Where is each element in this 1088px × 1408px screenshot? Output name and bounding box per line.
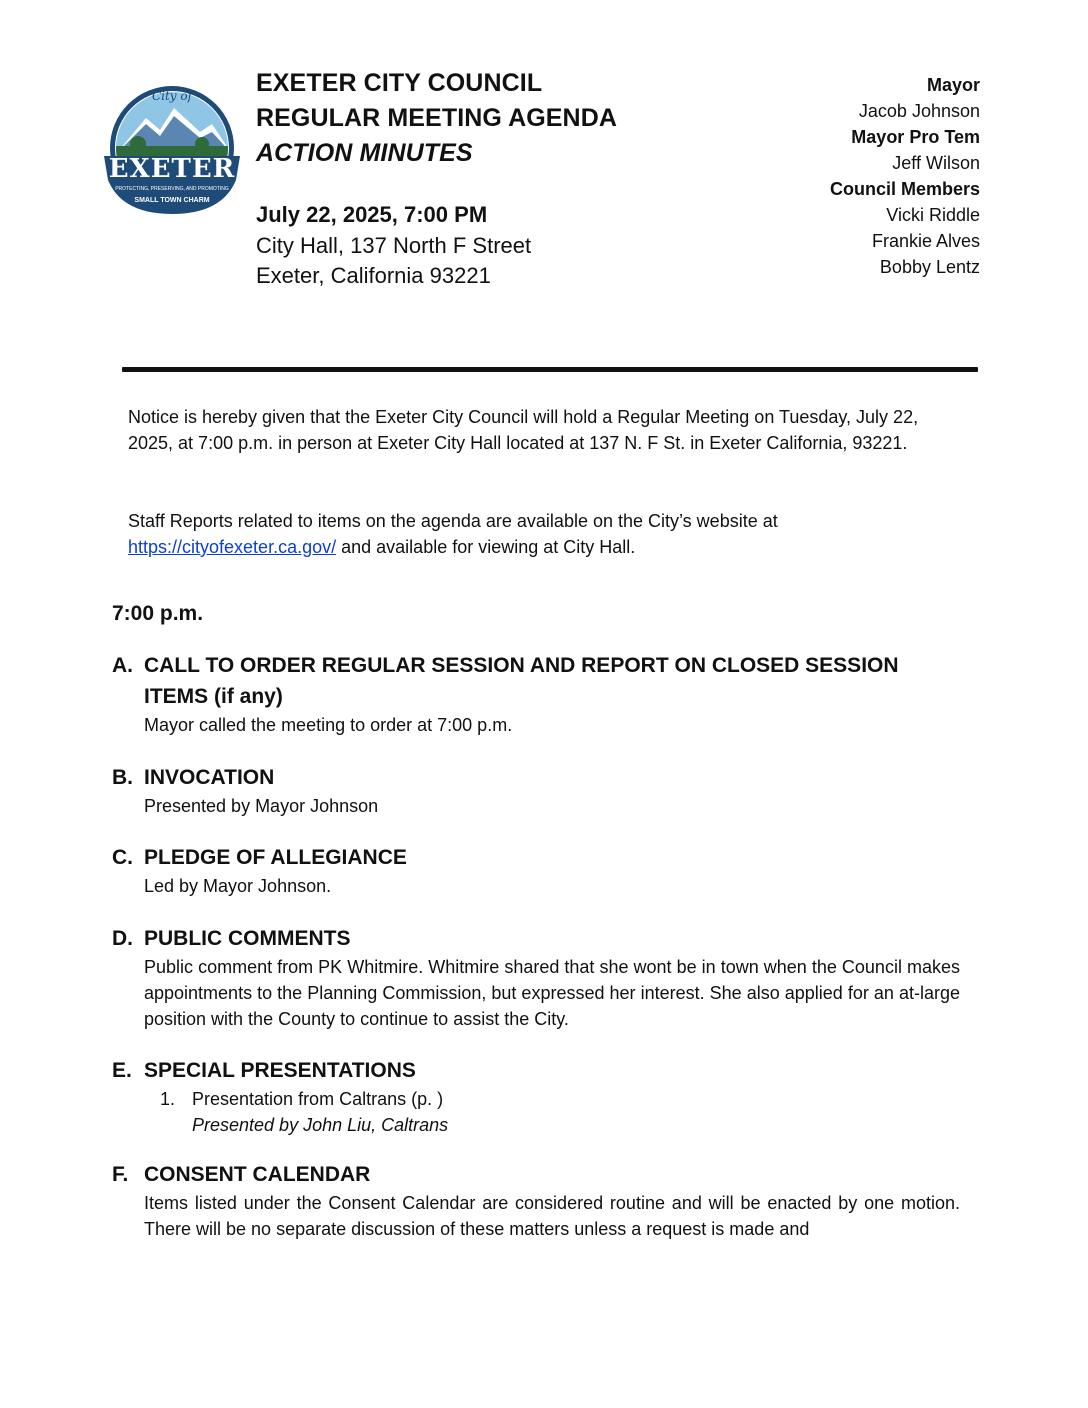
section-title: CONSENT CALENDAR: [144, 1163, 371, 1186]
council-member: Bobby Lentz: [879, 257, 980, 277]
item-number: 1.: [160, 1089, 176, 1109]
item-presenter: Presented by John Liu, Caltrans: [192, 1115, 449, 1135]
action-minutes-title: ACTION MINUTES: [256, 139, 473, 167]
council-member: Vicki Riddle: [886, 205, 980, 225]
title-block: [256, 66, 617, 171]
section-letter: F.: [112, 1163, 129, 1186]
staff-reports-notice: [128, 508, 958, 560]
header-divider: [122, 367, 978, 372]
section-a: [112, 650, 960, 738]
section-letter: A.: [112, 654, 133, 677]
section-letter: C.: [112, 846, 133, 869]
logo-top-text: City of: [151, 89, 193, 103]
agenda-title: REGULAR MEETING AGENDA: [256, 104, 618, 132]
section-body: Items listed under the Consent Calendar are considered routine and will be enacted by one motion. There will be no separate discussion of these matters unless a request is made and: [144, 1193, 960, 1239]
section-body: Led by Mayor Johnson.: [144, 876, 332, 896]
session-time-heading: 7:00 p.m.: [112, 602, 204, 625]
section-title: SPECIAL PRESENTATIONS: [144, 1059, 416, 1082]
council-roster: [830, 72, 980, 280]
section-b: [112, 762, 960, 819]
mayor-label: Mayor: [926, 75, 980, 95]
council-title: EXETER CITY COUNCIL: [256, 69, 543, 97]
section-body: Public comment from PK Whitmire. Whitmire shared that she wont be in town when the Council makes appointments to the Planning Commission, but expressed her interest. She also applied for an at-large position with the County to continue to assist the City.: [144, 957, 960, 1029]
staff-reports-suffix: and available for viewing at City Hall.: [341, 537, 636, 557]
council-members-label: Council Members: [829, 179, 980, 199]
section-d: [112, 923, 960, 1032]
staff-reports-text: Staff Reports related to items on the agenda are available on the City’s website at: [128, 511, 778, 531]
section-title: PLEDGE OF ALLEGIANCE: [144, 846, 407, 869]
section-title: INVOCATION: [144, 766, 275, 789]
mayor-pro-tem-name: Jeff Wilson: [892, 153, 980, 173]
section-body: Presented by Mayor Johnson: [144, 796, 379, 816]
section-letter: D.: [112, 927, 133, 950]
address-line-1: City Hall, 137 North F Street: [256, 233, 532, 258]
section-title: PUBLIC COMMENTS: [144, 927, 351, 950]
address-line-2: Exeter, California 93221: [256, 263, 491, 288]
section-c: [112, 842, 960, 899]
logo-city-name: EXETER: [108, 154, 236, 184]
section-title: CALL TO ORDER REGULAR SESSION AND REPORT ON CLOSED SESSION ITEMS (if any): [144, 654, 899, 708]
meeting-notice: Notice is hereby given that the Exeter City Council will hold a Regular Meeting on Tuesday, July 22, 2025, at 7:00 p.m. in person at Exeter City Hall located at 137 N. F St. in Exeter California, 93221.: [128, 407, 919, 453]
council-member: Frankie Alves: [871, 231, 980, 251]
meeting-date: July 22, 2025, 7:00 PM: [256, 202, 488, 227]
section-body: Mayor called the meeting to order at 7:00 p.m.: [144, 715, 513, 735]
mayor-pro-tem-label: Mayor Pro Tem: [851, 127, 980, 147]
presentation-item: [160, 1086, 960, 1112]
section-e: [112, 1055, 960, 1138]
mayor-name: Jacob Johnson: [858, 101, 980, 121]
item-text: Presentation from Caltrans (p. ): [192, 1089, 444, 1109]
section-letter: E.: [112, 1059, 132, 1082]
city-of-exeter-seal-logo: [102, 84, 242, 218]
logo-motto: PROTECTING, PRESERVING, AND PROMOTING: [115, 186, 229, 192]
logo-tagline: SMALL TOWN CHARM: [134, 197, 210, 204]
section-f: [112, 1159, 960, 1242]
section-letter: B.: [112, 766, 133, 789]
city-website-link[interactable]: https://cityofexeter.ca.gov/: [128, 537, 337, 557]
